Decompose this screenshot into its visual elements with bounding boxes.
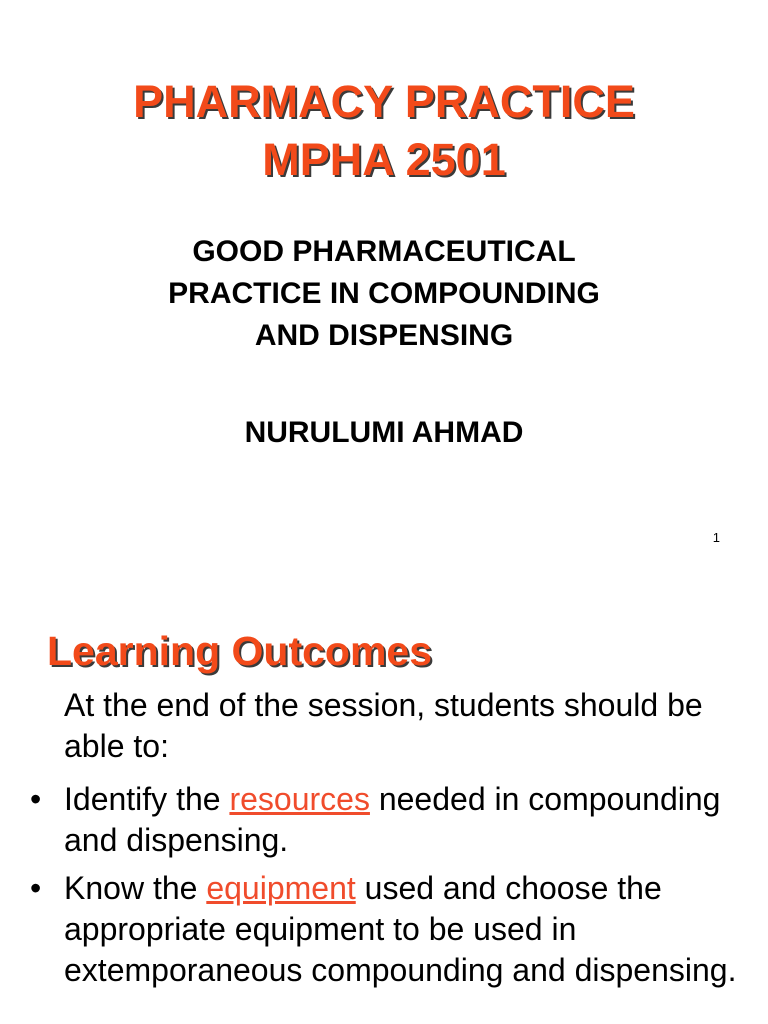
bullet-text: needed in compounding and dispensing. <box>64 781 721 858</box>
slide-subtitle <box>0 231 768 357</box>
bullet-icon: • <box>30 870 42 906</box>
intro-text: At the end of the session, students should be able to: <box>64 687 703 764</box>
subtitle-line: PRACTICE IN COMPOUNDING <box>168 277 600 310</box>
author-name: NURULUMI AHMAD <box>244 416 524 449</box>
bullet-text: Identify the <box>64 781 230 817</box>
bullet-icon: • <box>30 781 42 817</box>
subtitle-line: GOOD PHARMACEUTICAL <box>192 235 576 268</box>
bullet-text: Know the <box>64 870 207 906</box>
highlighted-term: resources <box>229 781 370 817</box>
bullet-text: used and choose the appropriate equipment to be used in extemporaneous compounding and dispensing. <box>64 870 737 988</box>
learning-outcomes-slide <box>0 575 768 1024</box>
slide-title: Learning Outcomes <box>47 628 433 674</box>
highlighted-term: equipment <box>206 870 356 906</box>
subtitle-line: AND DISPENSING <box>254 319 514 352</box>
list-item <box>30 868 744 991</box>
page-number: 1 <box>712 530 720 545</box>
list-item <box>30 779 744 861</box>
course-title: PHARMACY PRACTICE <box>133 76 635 127</box>
course-code: MPHA 2501 <box>262 134 506 185</box>
